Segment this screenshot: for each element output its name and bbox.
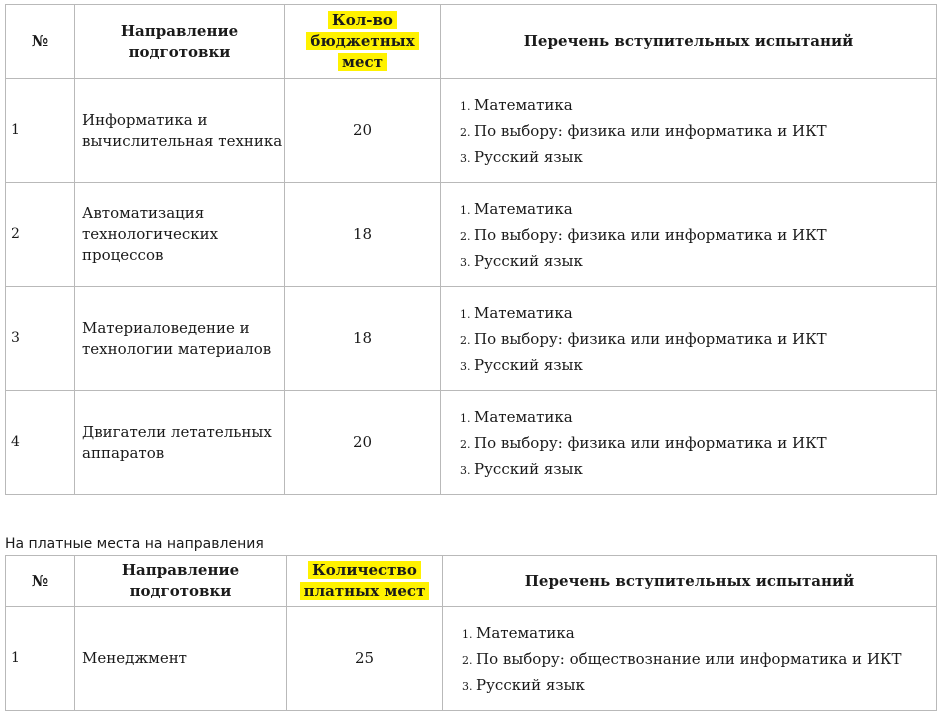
- exam-item: 3. Русский язык: [474, 144, 936, 170]
- row-direction: Двигатели летательных аппаратов: [75, 391, 285, 495]
- exam-item: 1. Математика: [474, 300, 936, 326]
- exam-item: 2. По выбору: физика или информатика и ИКТ: [474, 118, 936, 144]
- row-direction: Материаловедение и технологии материалов: [75, 287, 285, 391]
- highlight-count-line2: бюджетных: [306, 32, 418, 50]
- header-exams: Перечень вступительных испытаний: [441, 5, 937, 79]
- header-budget-count: [285, 5, 441, 79]
- exam-item: 1. Математика: [474, 92, 936, 118]
- highlight-count-line2: платных мест: [300, 582, 430, 600]
- table-row: [6, 607, 937, 711]
- header-direction: [75, 5, 285, 79]
- table-row: [6, 183, 937, 287]
- exam-list: [441, 300, 936, 378]
- row-exams: [441, 79, 937, 183]
- highlight-count-line3: мест: [338, 53, 387, 71]
- exam-item: 2. По выбору: физика или информатика и ИКТ: [474, 326, 936, 352]
- row-direction: Менеджмент: [75, 607, 287, 711]
- row-num: 2: [6, 183, 75, 287]
- row-num: 1: [6, 79, 75, 183]
- exam-list: [441, 196, 936, 274]
- row-num: 1: [6, 607, 75, 711]
- row-count: 20: [285, 79, 441, 183]
- header-direction: [75, 556, 287, 607]
- exam-item: 3. Русский язык: [476, 672, 936, 698]
- exam-item: 1. Математика: [474, 404, 936, 430]
- row-num: 3: [6, 287, 75, 391]
- header-num: №: [6, 5, 75, 79]
- exam-item: 2. По выбору: обществознание или информатика и ИКТ: [476, 646, 936, 672]
- header-direction-line1: Направление: [120, 21, 239, 40]
- row-exams: [443, 607, 937, 711]
- highlight-count-line1: Кол-во: [328, 11, 397, 29]
- exam-item: 2. По выбору: физика или информатика и ИКТ: [474, 430, 936, 456]
- exam-item: 3. Русский язык: [474, 456, 936, 482]
- row-direction: Автоматизация технологических процессов: [75, 183, 285, 287]
- budget-places-table: [5, 4, 937, 495]
- row-count: 25: [287, 607, 443, 711]
- paid-places-caption: На платные места на направления: [5, 536, 264, 552]
- exam-item: 1. Математика: [476, 620, 936, 646]
- row-exams: [441, 391, 937, 495]
- header-direction-line2: подготовки: [129, 582, 232, 600]
- exam-item: 1. Математика: [474, 196, 936, 222]
- exam-list: [443, 620, 936, 698]
- row-count: 18: [285, 287, 441, 391]
- row-num: 4: [6, 391, 75, 495]
- exam-list: [441, 404, 936, 482]
- row-count: 20: [285, 391, 441, 495]
- exam-item: 2. По выбору: физика или информатика и ИКТ: [474, 222, 936, 248]
- table-header-row: [6, 5, 937, 79]
- header-num: №: [6, 556, 75, 607]
- highlight-count-line1: Количество: [308, 561, 421, 579]
- table-row: [6, 391, 937, 495]
- table-header-row: [6, 556, 937, 607]
- row-exams: [441, 183, 937, 287]
- header-direction-line1: Направление: [121, 561, 240, 579]
- exam-item: 3. Русский язык: [474, 352, 936, 378]
- row-direction: Информатика и вычислительная техника: [75, 79, 285, 183]
- exam-list: [441, 92, 936, 170]
- header-exams: Перечень вступительных испытаний: [443, 556, 937, 607]
- exam-item: 3. Русский язык: [474, 248, 936, 274]
- row-count: 18: [285, 183, 441, 287]
- table-row: [6, 79, 937, 183]
- paid-places-table: [5, 555, 937, 711]
- table-row: [6, 287, 937, 391]
- row-exams: [441, 287, 937, 391]
- header-paid-count: [287, 556, 443, 607]
- header-direction-line2: подготовки: [128, 42, 231, 61]
